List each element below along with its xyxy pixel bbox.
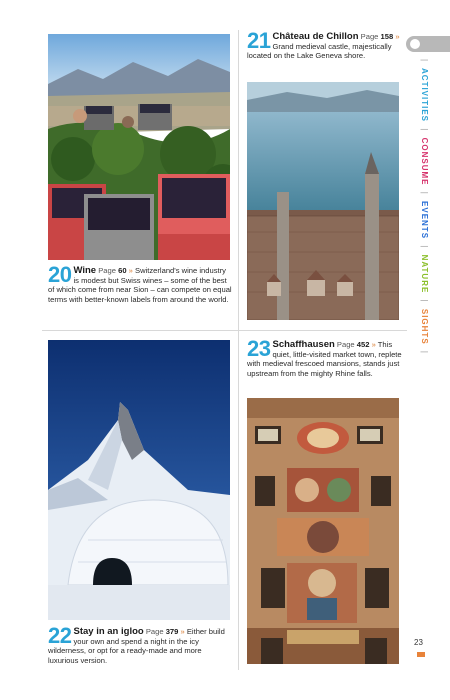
bullet-icon: »: [371, 340, 376, 349]
photo-igloo-matterhorn: [48, 340, 230, 620]
entry-chillon: [247, 28, 405, 61]
entry-number: 22: [48, 623, 72, 648]
photo-chateau-de-chillon: [247, 82, 399, 320]
entry-text: Grand medieval castle, majestically located on the Lake Geneva shore.: [247, 41, 392, 61]
bullet-icon: »: [395, 32, 400, 41]
row-divider: [42, 330, 407, 331]
section-nav: [417, 56, 431, 354]
entry-text: This quiet, little-visited market town, replete with medieval frescoed mansions, stands just upstream from the mighty Rhine falls.: [247, 340, 402, 378]
entry-number: 21: [247, 28, 271, 53]
section-nav-labels: | ACTIVITIES | CONSUME | EVENTS | NATURE | SIGHTS |: [420, 59, 429, 354]
entry-title: Stay in an igloo: [73, 626, 144, 637]
page-reference[interactable]: Page 60: [98, 266, 127, 275]
entry-text: Switzerland's wine industry is modest but Swiss wines – some of the best of which come from near Sion – can compete on equal terms with better-known labels from around the world.: [48, 266, 232, 304]
photo-schaffhausen-facade: [247, 398, 399, 664]
column-divider: [238, 30, 239, 670]
entry-text: Either build your own and spend a night in the icy wilderness, or opt for a ready-made and more luxurious version.: [48, 627, 225, 665]
entry-number: 23: [247, 336, 271, 361]
nav-item-activities[interactable]: ACTIVITIES: [420, 68, 429, 123]
entry-igloo: [48, 623, 232, 665]
nav-item-consume[interactable]: CONSUME: [420, 137, 429, 186]
photo-wine-harvest: [48, 34, 230, 260]
page-reference[interactable]: Page 158: [360, 32, 394, 41]
page-reference[interactable]: Page 379: [145, 627, 179, 636]
page-reference[interactable]: Page 452: [336, 340, 370, 349]
nav-item-events[interactable]: EVENTS: [420, 201, 429, 240]
page-number: 23: [414, 638, 423, 647]
page-marker: [417, 652, 425, 657]
entry-title: Château de Chillon: [272, 31, 359, 42]
bullet-icon: »: [180, 627, 185, 636]
entry-number: 20: [48, 262, 72, 287]
bullet-icon: »: [128, 266, 133, 275]
entry-schaffhausen: [247, 336, 405, 378]
entry-wine: [48, 262, 232, 304]
entry-title: Wine: [73, 265, 97, 276]
nav-item-sights[interactable]: SIGHTS: [420, 308, 429, 345]
entry-title: Schaffhausen: [272, 339, 335, 350]
nav-item-nature[interactable]: NATURE: [420, 254, 429, 294]
section-tab[interactable]: [406, 36, 450, 52]
tab-indicator-icon: [410, 39, 420, 49]
